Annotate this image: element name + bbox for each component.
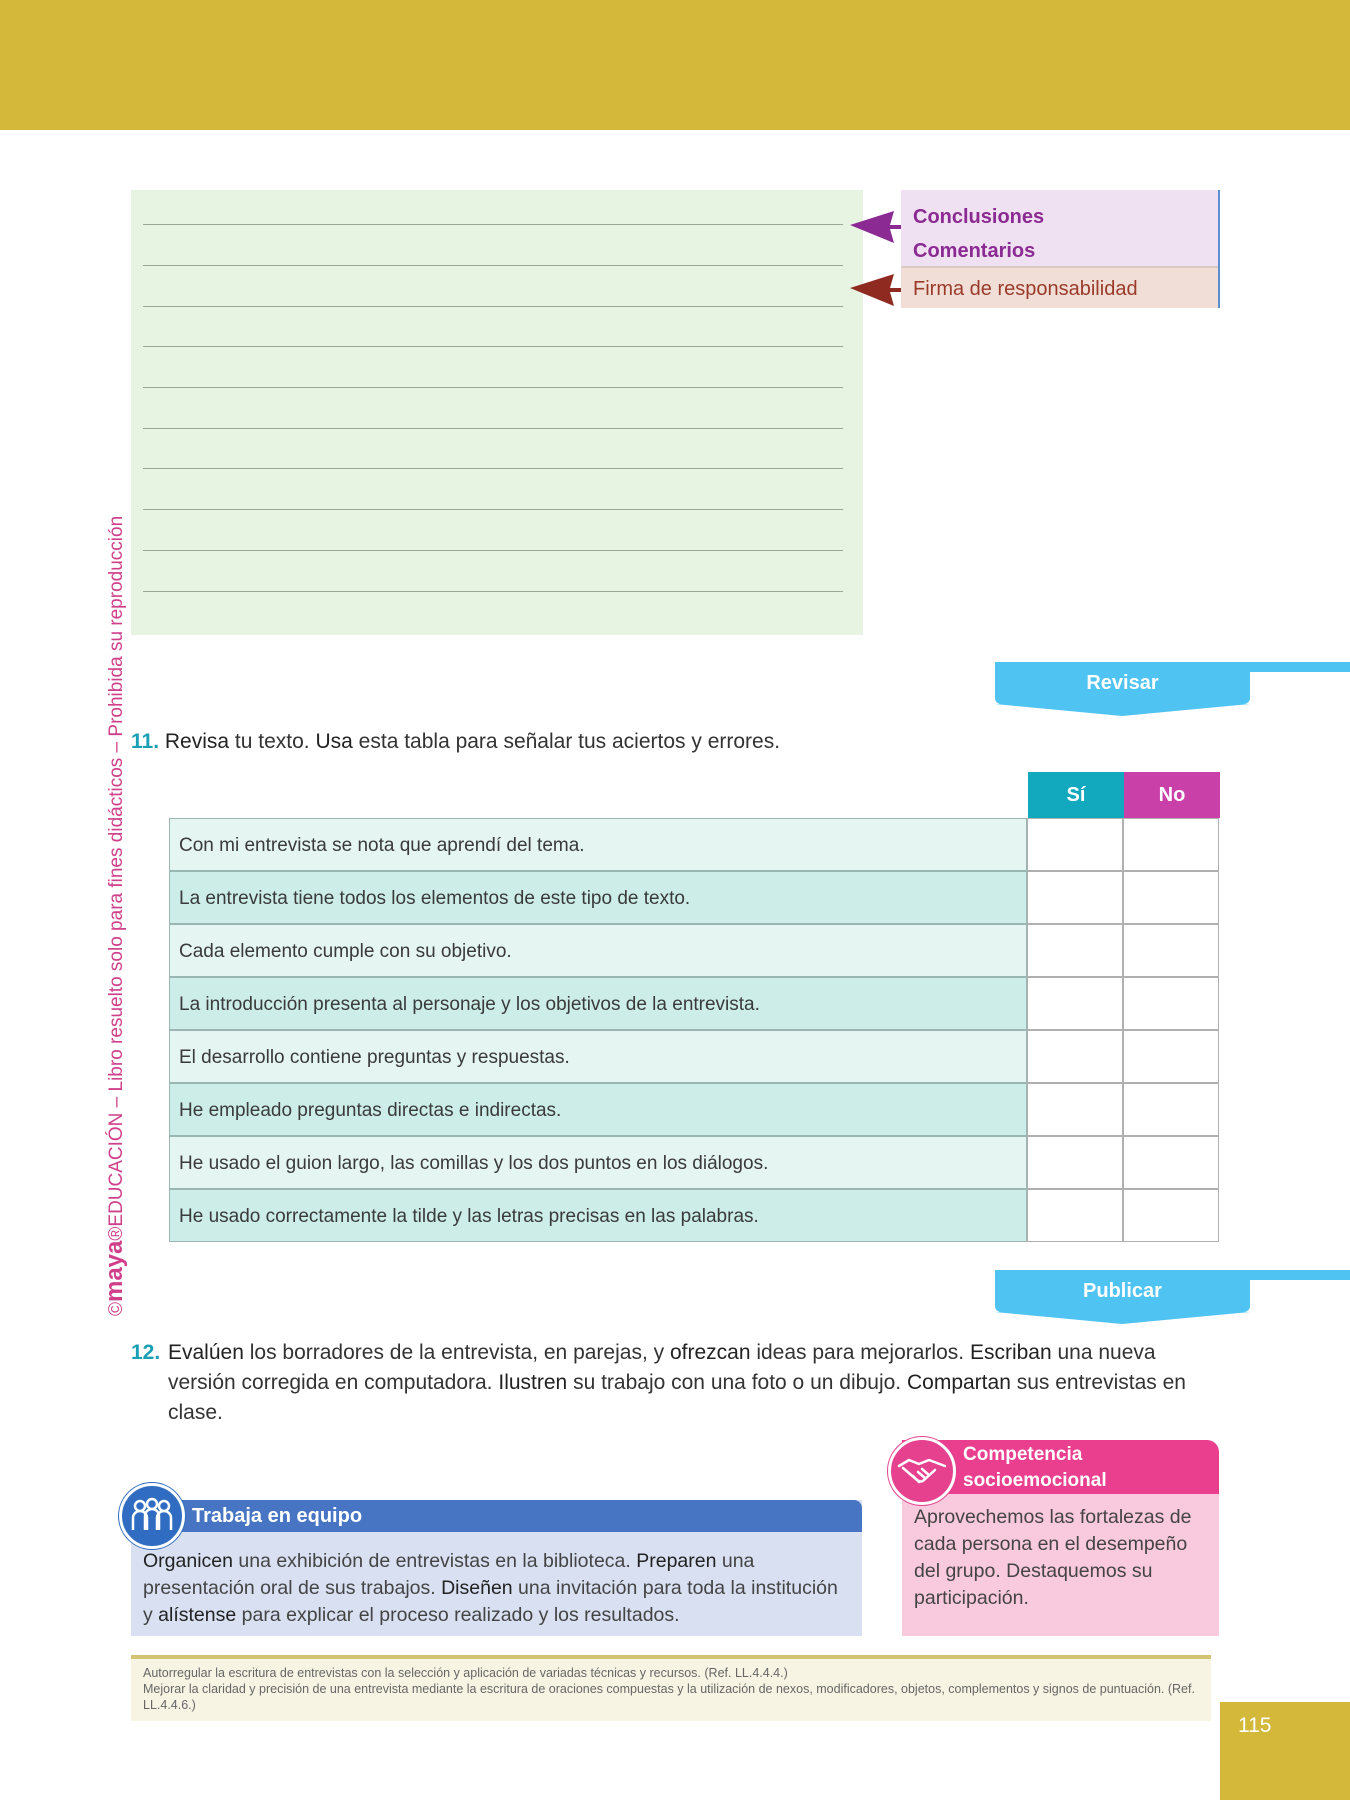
column-si: Sí bbox=[1028, 772, 1124, 818]
writing-line bbox=[143, 265, 843, 266]
table-row bbox=[169, 871, 1219, 924]
page-number: 115 bbox=[1220, 1702, 1350, 1800]
row-text: He empleado preguntas directas e indirectas. bbox=[169, 1083, 1027, 1136]
checkbox-si[interactable] bbox=[1027, 1030, 1123, 1083]
writing-line bbox=[143, 306, 843, 307]
checkbox-si[interactable] bbox=[1027, 1189, 1123, 1242]
label-comentarios: Comentarios bbox=[913, 240, 1036, 262]
writing-line bbox=[143, 591, 843, 592]
arrow-left-icon bbox=[850, 274, 904, 306]
arrows bbox=[848, 208, 904, 306]
row-text: Con mi entrevista se nota que aprendí del tema. bbox=[169, 818, 1027, 871]
arrow-left-icon bbox=[850, 211, 904, 243]
copyright-vertical: ©maya®EDUCACIÓN – Libro resuelto solo para fines didácticos – Prohibida su reproducción bbox=[101, 515, 128, 1316]
team-icon bbox=[119, 1483, 185, 1549]
table-row bbox=[169, 1189, 1219, 1242]
label-conclusiones: Conclusiones bbox=[913, 206, 1045, 228]
writing-line bbox=[143, 550, 843, 551]
row-text: Cada elemento cumple con su objetivo. bbox=[169, 924, 1027, 977]
checkbox-si[interactable] bbox=[1027, 1083, 1123, 1136]
table-row bbox=[169, 818, 1219, 871]
checkbox-no[interactable] bbox=[1123, 1030, 1219, 1083]
tab-publicar: Publicar bbox=[995, 1270, 1250, 1328]
row-text: La introducción presenta al personaje y los objetivos de la entrevista. bbox=[169, 977, 1027, 1030]
section-labels bbox=[901, 190, 1220, 308]
table-row bbox=[169, 1030, 1219, 1083]
team-work-text: Organicen una exhibición de entrevistas en la biblioteca. Preparen una presentación oral de sus trabajos. Diseñen una invitación para toda la institución y alístense para explicar el proceso realizado y los resultados. bbox=[143, 1550, 838, 1626]
writing-area[interactable] bbox=[131, 190, 863, 635]
checkbox-no[interactable] bbox=[1123, 818, 1219, 871]
checkbox-si[interactable] bbox=[1027, 924, 1123, 977]
socioemotional-title: Competencia socioemocional bbox=[902, 1440, 1219, 1494]
checkbox-no[interactable] bbox=[1123, 1083, 1219, 1136]
checkbox-no[interactable] bbox=[1123, 977, 1219, 1030]
checkbox-si[interactable] bbox=[1027, 977, 1123, 1030]
writing-line bbox=[143, 224, 843, 225]
checkbox-si[interactable] bbox=[1027, 1136, 1123, 1189]
checkbox-no[interactable] bbox=[1123, 1189, 1219, 1242]
table-row bbox=[169, 1136, 1219, 1189]
row-text: He usado el guion largo, las comillas y los dos puntos en los diálogos. bbox=[169, 1136, 1027, 1189]
writing-line bbox=[143, 509, 843, 510]
writing-line bbox=[143, 468, 843, 469]
question-11: 11. Revisa tu texto. Usa esta tabla para señalar tus aciertos y errores. bbox=[131, 730, 781, 753]
checkbox-si[interactable] bbox=[1027, 871, 1123, 924]
row-text: El desarrollo contiene preguntas y respuestas. bbox=[169, 1030, 1027, 1083]
footer-line: Autorregular la escritura de entrevistas con la selección y aplicación de variadas técnicas y recursos. (Ref. LL.4.4.4.) bbox=[143, 1666, 788, 1680]
checkbox-no[interactable] bbox=[1123, 1136, 1219, 1189]
writing-line bbox=[143, 428, 843, 429]
writing-line bbox=[143, 346, 843, 347]
handshake-icon bbox=[888, 1437, 956, 1505]
team-work-title: Trabaja en equipo bbox=[131, 1500, 862, 1532]
top-band bbox=[0, 0, 1350, 130]
checkbox-no[interactable] bbox=[1123, 924, 1219, 977]
table-row bbox=[169, 924, 1219, 977]
table-row bbox=[169, 1083, 1219, 1136]
brand-logo: maya bbox=[101, 1240, 128, 1302]
checkbox-no[interactable] bbox=[1123, 871, 1219, 924]
question-12: 12. Evalúen los borradores de la entrevista, en parejas, y ofrezcan ideas para mejorarlos. Escriban una nueva versión corregida en computadora. Ilustren su trabajo con una foto o un dibujo. Compartan sus entrevistas en clase. bbox=[131, 1341, 1186, 1424]
row-text: He usado correctamente la tilde y las letras precisas en las palabras. bbox=[169, 1189, 1027, 1242]
footer-objectives bbox=[131, 1655, 1211, 1721]
socioemotional-text: Aprovechemos las fortalezas de cada persona en el desempeño del grupo. Destaquemos su participación. bbox=[902, 1494, 1219, 1636]
column-no: No bbox=[1124, 772, 1220, 818]
row-text: La entrevista tiene todos los elementos de este tipo de texto. bbox=[169, 871, 1027, 924]
footer-line: Mejorar la claridad y precisión de una entrevista mediante la escritura de oraciones compuestas y la utilización de nexos, modificadores, objetos, complementos y signos de puntuación. (Ref. LL.4.4.6.) bbox=[143, 1682, 1195, 1712]
table-row bbox=[169, 977, 1219, 1030]
team-work-box bbox=[131, 1500, 862, 1636]
writing-line bbox=[143, 387, 843, 388]
label-firma: Firma de responsabilidad bbox=[901, 266, 1218, 308]
tab-stripe bbox=[1250, 1270, 1350, 1280]
tab-stripe bbox=[1250, 662, 1350, 672]
tab-revisar: Revisar bbox=[995, 662, 1250, 720]
checkbox-si[interactable] bbox=[1027, 818, 1123, 871]
